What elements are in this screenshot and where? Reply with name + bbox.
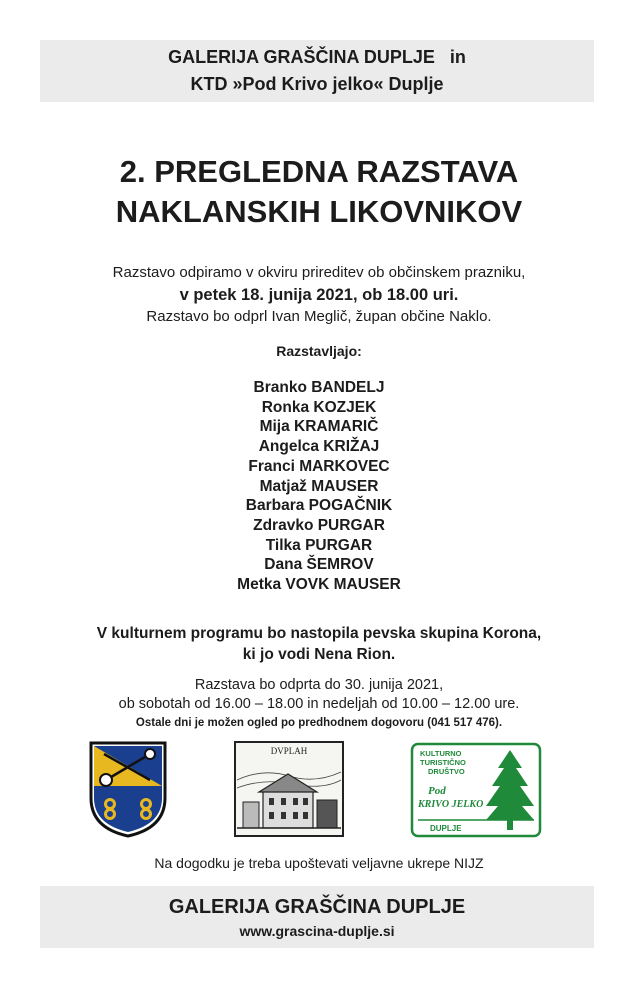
artist-list — [0, 378, 638, 595]
hours-line-2: ob sobotah od 16.00 – 18.00 in nedeljah od 10.00 – 12.00 ure. — [118, 696, 520, 712]
crest-logo — [88, 740, 168, 838]
footer-band — [40, 886, 594, 948]
ktd-name-1: Pod — [428, 785, 446, 797]
artist-item: Branko BANDELJ — [253, 379, 385, 396]
castle-engraving — [233, 740, 345, 838]
header-band — [40, 40, 594, 102]
castle-icon — [233, 740, 345, 838]
intro-line-3: Razstavo bo odprl Ivan Meglič, župan občine Naklo. — [146, 308, 492, 325]
artist-item: Angelca KRIŽAJ — [258, 438, 380, 456]
castle-caption: DVPLAH — [270, 746, 308, 756]
intro-text — [0, 262, 638, 328]
artist-item: Matjaž MAUSER — [259, 477, 379, 495]
artist-item: Zdravko PURGAR — [253, 516, 385, 534]
page-title — [0, 152, 638, 232]
crest-icon — [88, 740, 168, 838]
footer-gallery-name: GALERIJA GRAŠČINA DUPLJE — [168, 896, 466, 918]
title-line-2: NAKLANSKIH LIKOVNIKOV — [115, 194, 523, 229]
artist-item: Barbara POGAČNIK — [245, 497, 393, 515]
title-line-1: 2. PREGLEDNA RAZSTAVA — [119, 154, 519, 189]
ktd-text-1: KULTURNO — [420, 749, 462, 758]
artist-item: Mija KRAMARIČ — [259, 418, 379, 436]
ktd-text-2: TURISTIČNO — [420, 758, 466, 767]
ktd-name-2: KRIVO JELKO — [418, 799, 484, 810]
footer-website-link[interactable]: www.grascina-duplje.si — [239, 923, 395, 939]
header-line-1: GALERIJA GRAŠČINA DUPLJE in — [168, 47, 466, 67]
opening-date: v petek 18. junija 2021, ob 18.00 uri. — [179, 286, 459, 304]
artist-item: Tilka PURGAR — [265, 536, 373, 554]
intro-line-1: Razstavo odpiramo v okviru prireditev ob občinskem prazniku, — [112, 264, 526, 281]
ktd-text-3: DRUŠTVO — [428, 767, 465, 776]
ktd-tree-icon — [410, 742, 542, 838]
program-line-1: V kulturnem programu bo nastopila pevska skupina Korona, — [96, 625, 542, 642]
ktd-place: DUPLJE — [430, 824, 462, 833]
program-line-2: ki jo vodi Nena Rion. — [242, 646, 396, 663]
exhibitors-label: Razstavljajo: — [276, 343, 362, 359]
header-line-2: KTD »Pod Krivo jelko« Duplje — [190, 74, 444, 94]
artist-item: Ronka KOZJEK — [261, 398, 377, 416]
nijz-note: Na dogodku je treba upoštevati veljavne ukrepe NIJZ — [154, 855, 484, 871]
ktd-logo — [410, 742, 542, 838]
artist-item: Dana ŠEMROV — [264, 556, 374, 574]
artist-item: Metka VOVK MAUSER — [237, 576, 401, 594]
program-text — [0, 623, 638, 665]
hours-line-1: Razstava bo odprta do 30. junija 2021, — [194, 677, 444, 693]
opening-hours — [0, 676, 638, 733]
artist-item: Franci MARKOVEC — [248, 457, 390, 475]
hours-line-3: Ostale dni je možen ogled po predhodnem dogovoru (041 517 476). — [135, 717, 503, 729]
